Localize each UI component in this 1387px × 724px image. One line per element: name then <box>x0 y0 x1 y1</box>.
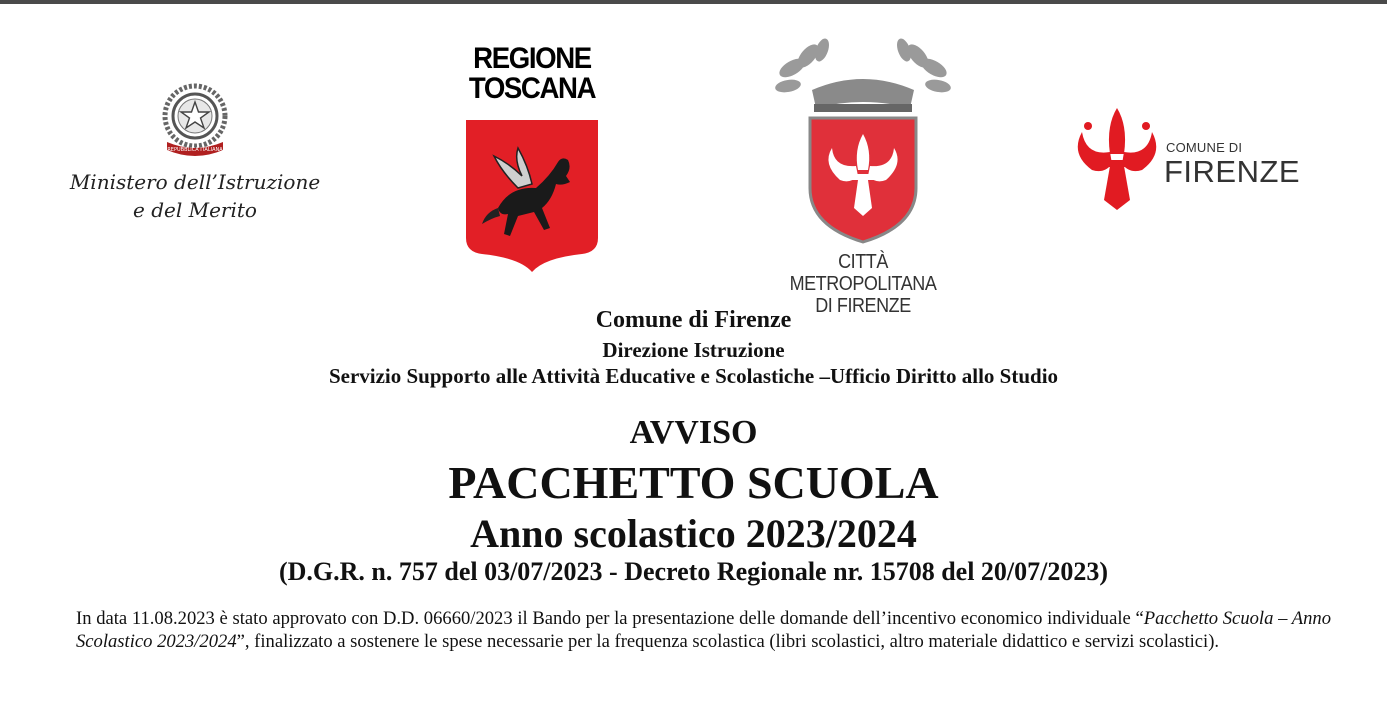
italian-republic-emblem-icon <box>157 80 233 162</box>
logo-ministero <box>60 80 330 240</box>
intro-paragraph <box>76 607 1331 653</box>
logo-comune-firenze <box>1074 104 1324 216</box>
florence-lily-icon <box>1074 104 1160 214</box>
title-avviso: AVVISO <box>629 414 758 451</box>
crowned-lily-shield-icon <box>752 38 974 246</box>
title-pacchetto-scuola: PACCHETTO SCUOLA <box>448 457 939 508</box>
header-direzione: Direzione Istruzione <box>602 338 785 362</box>
ministero-line2: e del Merito <box>133 198 257 222</box>
top-border <box>0 0 1387 4</box>
title-riferimenti-normativi: (D.G.R. n. 757 del 03/07/2023 - Decreto Regionale nr. 15708 del 20/07/2023) <box>278 557 1109 586</box>
logo-regione-toscana <box>458 44 606 274</box>
header-comune: Comune di Firenze <box>595 307 792 333</box>
metro-line2: DI FIRENZE <box>815 295 911 317</box>
intro-text-end: ”, finalizzato a sostenere le spese necessarie per la frequenza scolastica (libri scolastici, altro materiale didattico e servizi scolastici). <box>236 631 1220 652</box>
header-servizio: Servizio Supporto alle Attività Educative e Scolastiche –Ufficio Diritto allo Studio <box>328 364 1059 388</box>
comune-line2: FIRENZE <box>1164 154 1301 189</box>
pegasus-shield-icon <box>458 116 606 276</box>
logo-citta-metropolitana <box>752 38 974 317</box>
regione-line2: TOSCANA <box>468 72 596 105</box>
intro-text-start: In data 11.08.2023 è stato approvato con D.D. 06660/2023 il Bando per la presentazione delle domande dell’incentivo economico individuale “ <box>76 608 1144 629</box>
intro-text-italic: Pacchetto Scuola – Anno Scolastico 2023/2024 <box>76 608 1331 652</box>
ministero-line1: Ministero dell’Istruzione <box>69 170 321 194</box>
metro-line1: CITTÀ METROPOLITANA <box>789 251 937 295</box>
svg-text:REPUBBLICA ITALIANA: REPUBBLICA ITALIANA <box>167 147 223 153</box>
regione-line1: REGIONE <box>473 42 591 75</box>
comune-line1: COMUNE DI <box>1166 140 1243 155</box>
title-anno-scolastico: Anno scolastico 2023/2024 <box>470 511 917 556</box>
